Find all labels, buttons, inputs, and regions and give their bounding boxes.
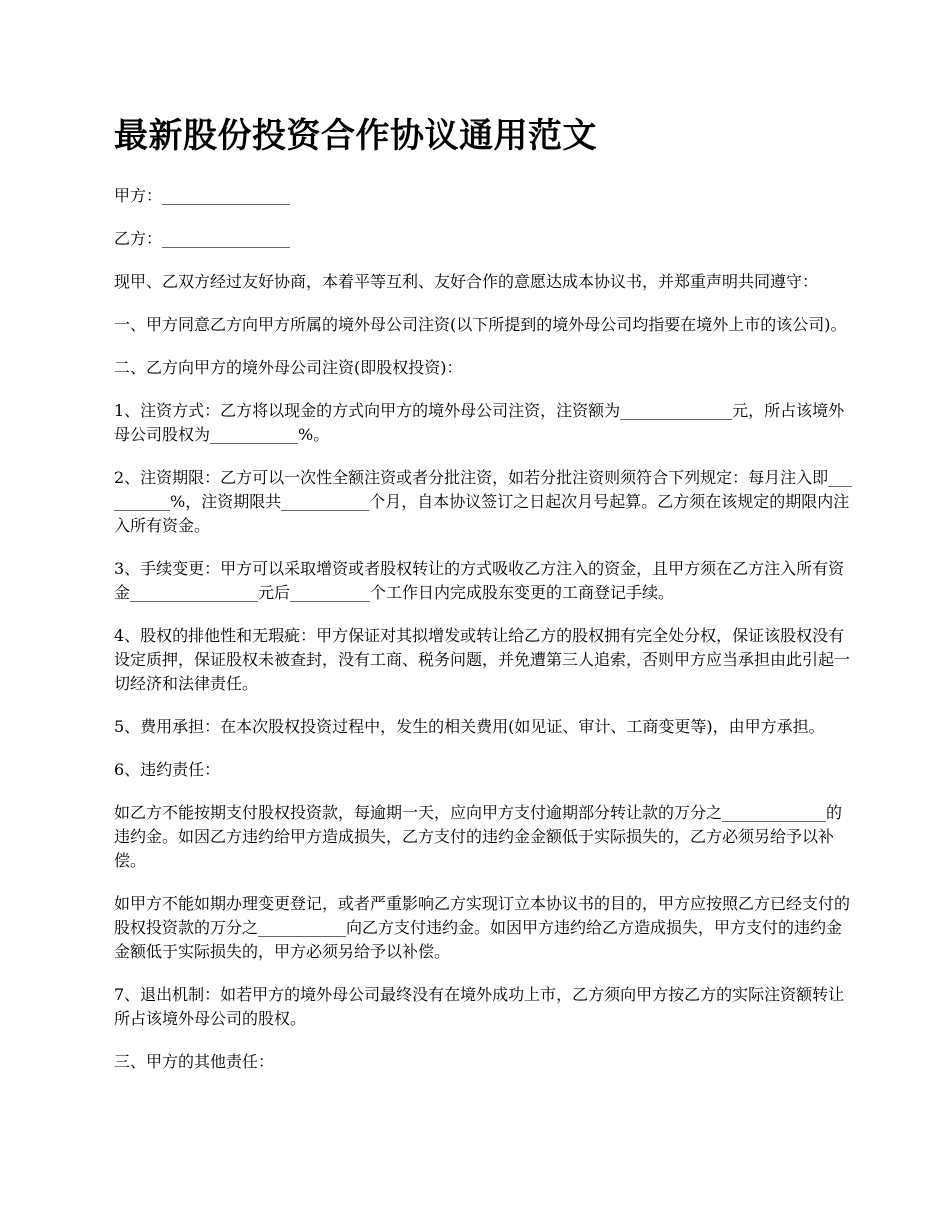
clause-2-2-paragraph: 2、注资期限：乙方可以一次性全额注资或者分批注资，如若分批注资则须符合下列规定：每月注入即__________%，注资期限共___________个月，自本协议签订之日起次月号起算。乙方须在该规定的期限内注入所有资金。 <box>114 468 853 535</box>
party-a-line: 甲方：________________ <box>114 186 291 205</box>
clause-1-paragraph: 一、甲方同意乙方向甲方所属的境外母公司注资(以下所提到的境外母公司均指要在境外上市的该公司)。 <box>114 315 847 334</box>
clause-3-heading: 三、甲方的其他责任： <box>114 1052 275 1071</box>
party-b-line: 乙方：________________ <box>114 229 291 248</box>
clause-2-6-heading: 6、违约责任： <box>114 760 221 779</box>
breach-party-b-paragraph: 如乙方不能按期支付股权投资款，每逾期一天，应向甲方支付逾期部分转让款的万分之_____________的违约金。如因乙方违约给甲方造成损失，乙方支付的违约金金额低于实际损失的，乙方必须另给予以补偿。 <box>114 803 843 870</box>
clause-2-3-paragraph: 3、手续变更：甲方可以采取增资或者股权转让的方式吸收乙方注入的资金，且甲方须在乙方注入所有资金________________元后__________个工作日内完成股东变更的工商登记手续。 <box>114 559 845 602</box>
breach-party-a-paragraph: 如甲方不能如期办理变更登记，或者严重影响乙方实现订立本协议书的目的，甲方应按照乙方已经支付的股权投资款的万分之___________向乙方支付违约金。如因甲方违约给乙方造成损失，甲方支付的违约金金额低于实际损失的，甲方必须另给予以补偿。 <box>114 894 851 961</box>
preamble-paragraph: 现甲、乙双方经过友好协商，本着平等互利、友好合作的意愿达成本协议书，并郑重声明共同遵守： <box>114 272 819 291</box>
clause-2-1-paragraph: 1、注资方式：乙方将以现金的方式向甲方的境外母公司注资，注资额为______________元，所占该境外母公司股权为___________%。 <box>114 401 845 444</box>
clause-2-5-paragraph: 5、费用承担：在本次股权投资过程中，发生的相关费用(如见证、审计、工商变更等)，由甲方承担。 <box>114 717 825 736</box>
clause-2-4-paragraph: 4、股权的排他性和无瑕疵：甲方保证对其拟增发或转让给乙方的股权拥有完全处分权，保证该股权没有设定质押，保证股权未被查封，没有工商、税务问题，并免遭第三人追索，否则甲方应当承担由此引起一切经济和法律责任。 <box>114 626 851 693</box>
document-title: 最新股份投资合作协议通用范文 <box>114 116 597 156</box>
document-page <box>114 110 854 1093</box>
clause-2-heading: 二、乙方向甲方的境外母公司注资(即股权投资)： <box>114 358 463 377</box>
clause-2-7-paragraph: 7、退出机制：如若甲方的境外母公司最终没有在境外成功上市，乙方须向甲方按乙方的实际注资额转让所占该境外母公司的股权。 <box>114 985 845 1028</box>
